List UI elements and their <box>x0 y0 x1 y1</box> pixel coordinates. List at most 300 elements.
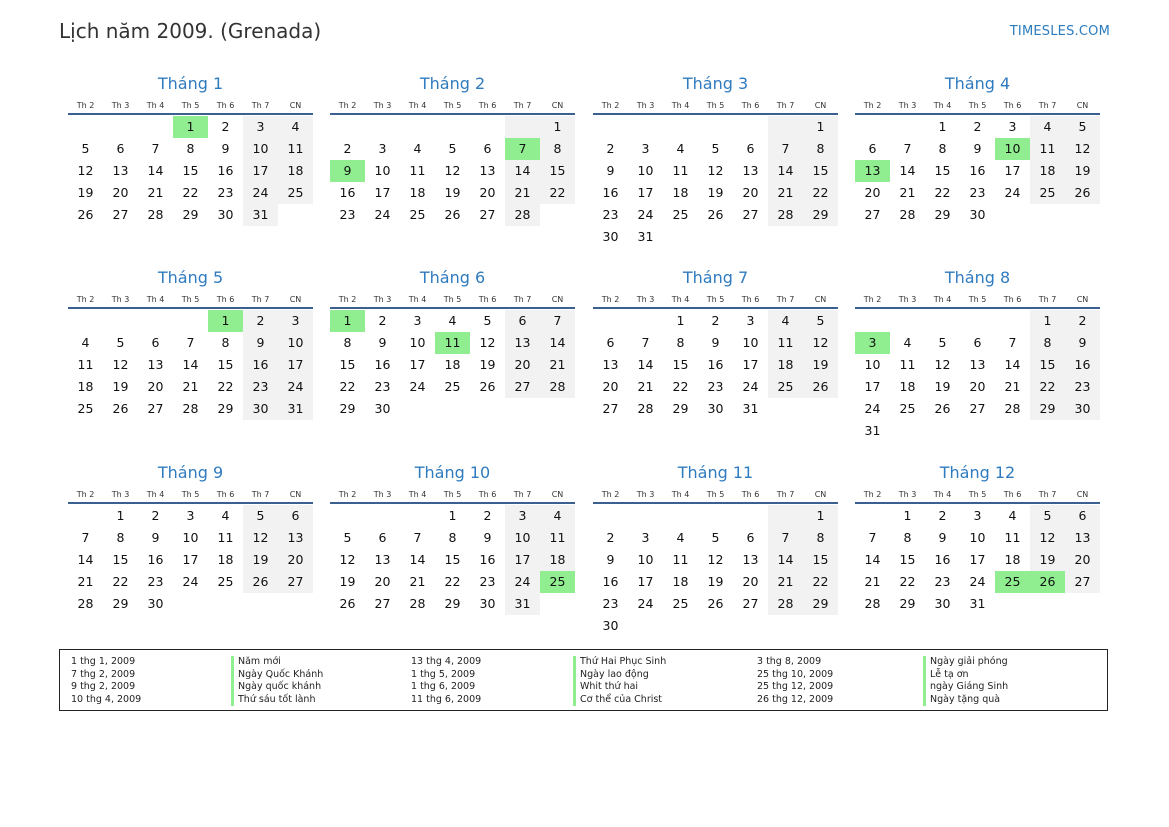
day-cell: 3 <box>1008 119 1017 134</box>
empty-cell <box>103 116 138 138</box>
day-cell: 14 <box>1004 357 1021 372</box>
day-cell: 20 <box>742 185 759 200</box>
weekday-label: Th 7 <box>513 101 532 110</box>
day-cell: 28 <box>409 596 426 611</box>
day-cell: 2 <box>151 508 160 523</box>
day-cell: 9 <box>243 332 278 354</box>
day-cell: 9 <box>1065 332 1100 354</box>
day-cell: 6 <box>973 335 982 350</box>
weekday-label: Th 7 <box>251 101 270 110</box>
day-cell: 18 <box>77 379 94 394</box>
empty-cell <box>68 505 103 527</box>
day-cell: 6 <box>868 141 877 156</box>
empty-cell <box>733 505 768 527</box>
day-cell: 20 <box>278 549 313 571</box>
empty-cell <box>995 420 1030 442</box>
weekday-label: Th 3 <box>111 295 130 304</box>
empty-cell <box>103 310 138 332</box>
weekday-label: Th 6 <box>216 295 235 304</box>
day-cell: 11 <box>672 552 689 567</box>
weekday-label: Th 3 <box>636 295 655 304</box>
day-cell: 6 <box>746 530 755 545</box>
day-cell: 12 <box>1065 138 1100 160</box>
empty-cell <box>803 398 838 420</box>
day-cell: 25 <box>672 207 689 222</box>
day-cell: 31 <box>637 229 654 244</box>
day-cell: 8 <box>116 530 125 545</box>
day-cell: 12 <box>243 527 278 549</box>
day-cell: 14 <box>409 552 426 567</box>
day-cell: 19 <box>1030 549 1065 571</box>
day-cell: 1 <box>803 116 838 138</box>
day-cell: 29 <box>182 207 199 222</box>
empty-cell <box>925 420 960 442</box>
empty-cell <box>733 615 768 637</box>
legend-date: 25 thg 10, 2009 <box>757 668 834 680</box>
day-cell: 24 <box>182 574 199 589</box>
weekday-label: Th 2 <box>601 295 620 304</box>
day-cell: 21 <box>147 185 164 200</box>
month-block <box>68 74 313 226</box>
weekday-label: Th 4 <box>146 295 165 304</box>
day-cell: 17 <box>278 354 313 376</box>
day-cell: 29 <box>112 596 129 611</box>
weekday-label: CN <box>814 490 827 499</box>
holiday-legend <box>59 649 1108 711</box>
day-cell: 7 <box>540 310 575 332</box>
day-cell: 11 <box>435 332 470 354</box>
weekday-label: Th 7 <box>1038 490 1057 499</box>
day-cell: 22 <box>803 182 838 204</box>
day-cell: 24 <box>278 376 313 398</box>
day-cell: 17 <box>864 379 881 394</box>
day-cell: 7 <box>505 138 540 160</box>
day-cell: 27 <box>147 401 164 416</box>
day-cell: 2 <box>973 119 982 134</box>
day-cell: 12 <box>707 552 724 567</box>
day-cell: 8 <box>676 335 685 350</box>
day-cell: 4 <box>903 335 912 350</box>
month-block <box>330 74 575 226</box>
day-cell: 27 <box>479 207 496 222</box>
legend-dates-col-2 <box>411 656 481 706</box>
empty-cell <box>628 505 663 527</box>
day-cell: 22 <box>803 571 838 593</box>
weekday-label: Th 4 <box>671 101 690 110</box>
day-cell: 19 <box>707 574 724 589</box>
day-cell: 31 <box>969 596 986 611</box>
day-cell: 22 <box>672 379 689 394</box>
day-cell: 6 <box>746 141 755 156</box>
legend-holiday-name: Năm mới <box>231 656 323 669</box>
day-cell: 15 <box>1030 354 1065 376</box>
day-cell: 4 <box>413 141 422 156</box>
day-cell: 29 <box>899 596 916 611</box>
legend-names-col-1 <box>231 656 323 706</box>
day-cell: 20 <box>112 185 129 200</box>
day-cell: 10 <box>969 530 986 545</box>
day-cell: 25 <box>995 571 1030 593</box>
weekday-label: CN <box>289 295 302 304</box>
weekday-label: Th 5 <box>706 490 725 499</box>
day-cell: 23 <box>217 185 234 200</box>
day-grid <box>68 116 313 226</box>
weekday-label: Th 6 <box>216 101 235 110</box>
weekday-label: Th 6 <box>1003 101 1022 110</box>
day-cell: 17 <box>637 185 654 200</box>
day-cell: 21 <box>409 574 426 589</box>
day-cell: 19 <box>934 379 951 394</box>
empty-cell <box>768 398 803 420</box>
weekday-label: Th 3 <box>373 490 392 499</box>
day-grid <box>330 310 575 420</box>
day-cell: 14 <box>899 163 916 178</box>
day-grid <box>855 310 1100 442</box>
day-cell: 6 <box>278 505 313 527</box>
day-cell: 11 <box>768 332 803 354</box>
empty-cell <box>470 116 505 138</box>
day-cell: 19 <box>803 354 838 376</box>
legend-names-col-3 <box>923 656 1008 706</box>
day-cell: 6 <box>378 530 387 545</box>
day-cell: 17 <box>637 574 654 589</box>
month-title: Tháng 3 <box>682 74 749 93</box>
day-cell: 30 <box>217 207 234 222</box>
month-block <box>330 268 575 420</box>
empty-cell <box>470 398 505 420</box>
day-cell: 3 <box>378 141 387 156</box>
day-cell: 10 <box>182 530 199 545</box>
day-cell: 28 <box>864 596 881 611</box>
weekday-label: Th 3 <box>111 101 130 110</box>
month-block <box>593 74 838 248</box>
day-cell: 13 <box>374 552 391 567</box>
empty-cell <box>435 116 470 138</box>
day-cell: 26 <box>1065 182 1100 204</box>
day-cell: 15 <box>112 552 129 567</box>
day-cell: 18 <box>899 379 916 394</box>
day-cell: 29 <box>803 204 838 226</box>
day-cell: 25 <box>768 376 803 398</box>
day-cell: 26 <box>1030 571 1065 593</box>
day-cell: 1 <box>116 508 125 523</box>
weekday-label: Th 5 <box>181 101 200 110</box>
empty-cell <box>138 116 173 138</box>
empty-cell <box>330 505 365 527</box>
day-grid <box>593 505 838 637</box>
day-cell: 13 <box>505 332 540 354</box>
day-cell: 23 <box>147 574 164 589</box>
day-cell: 25 <box>540 571 575 593</box>
weekday-label: Th 6 <box>216 490 235 499</box>
day-cell: 1 <box>330 310 365 332</box>
day-cell: 21 <box>899 185 916 200</box>
day-cell: 10 <box>278 332 313 354</box>
day-cell: 29 <box>672 401 689 416</box>
empty-cell <box>803 226 838 248</box>
day-cell: 20 <box>742 574 759 589</box>
day-cell: 21 <box>505 182 540 204</box>
legend-holiday-name: Lễ tạ ơn <box>923 669 1008 682</box>
day-cell: 18 <box>1030 160 1065 182</box>
weekday-label: Th 7 <box>776 490 795 499</box>
empty-cell <box>803 615 838 637</box>
empty-cell <box>995 204 1030 226</box>
day-cell: 14 <box>182 357 199 372</box>
legend-holiday-name: Whit thứ hai <box>573 681 666 694</box>
day-cell: 22 <box>934 185 951 200</box>
day-cell: 24 <box>969 574 986 589</box>
day-cell: 9 <box>151 530 160 545</box>
day-cell: 24 <box>637 596 654 611</box>
day-grid <box>68 505 313 615</box>
empty-cell <box>400 505 435 527</box>
month-block <box>855 463 1100 615</box>
site-link[interactable]: TIMESLES.COM <box>1009 24 1110 39</box>
empty-cell <box>960 310 995 332</box>
day-cell: 14 <box>768 160 803 182</box>
day-cell: 7 <box>768 527 803 549</box>
day-cell: 31 <box>864 423 881 438</box>
empty-cell <box>400 398 435 420</box>
day-cell: 2 <box>221 119 230 134</box>
weekday-label: Th 5 <box>706 295 725 304</box>
legend-dates-col-3 <box>757 656 833 706</box>
day-cell: 4 <box>221 508 230 523</box>
day-cell: 4 <box>1030 116 1065 138</box>
weekday-label: Th 7 <box>1038 101 1057 110</box>
day-cell: 6 <box>483 141 492 156</box>
day-cell: 17 <box>409 357 426 372</box>
month-block <box>593 463 838 637</box>
day-cell: 3 <box>746 313 755 328</box>
weekday-label: CN <box>1076 490 1089 499</box>
day-cell: 25 <box>77 401 94 416</box>
day-cell: 5 <box>448 141 457 156</box>
weekday-label: Th 2 <box>76 490 95 499</box>
empty-cell <box>628 116 663 138</box>
day-cell: 5 <box>483 313 492 328</box>
weekday-label: CN <box>1076 101 1089 110</box>
legend-date: 9 thg 2, 2009 <box>71 681 136 693</box>
day-cell: 25 <box>217 574 234 589</box>
day-cell: 3 <box>413 313 422 328</box>
day-cell: 12 <box>339 552 356 567</box>
day-cell: 26 <box>707 207 724 222</box>
day-cell: 5 <box>1065 116 1100 138</box>
day-cell: 8 <box>803 138 838 160</box>
empty-cell <box>68 310 103 332</box>
day-cell: 5 <box>243 505 278 527</box>
weekday-header <box>68 489 313 504</box>
empty-cell <box>698 615 733 637</box>
day-cell: 18 <box>768 354 803 376</box>
legend-date: 1 thg 5, 2009 <box>411 668 476 680</box>
day-cell: 29 <box>1030 398 1065 420</box>
weekday-label: Th 4 <box>146 101 165 110</box>
day-cell: 21 <box>540 354 575 376</box>
weekday-label: CN <box>814 101 827 110</box>
weekday-label: Th 4 <box>408 101 427 110</box>
day-cell: 16 <box>1065 354 1100 376</box>
day-cell: 24 <box>637 207 654 222</box>
weekday-label: Th 5 <box>181 295 200 304</box>
day-cell: 13 <box>147 357 164 372</box>
day-cell: 24 <box>243 182 278 204</box>
day-cell: 17 <box>182 552 199 567</box>
day-cell: 3 <box>186 508 195 523</box>
day-cell: 29 <box>803 593 838 615</box>
day-cell: 4 <box>768 310 803 332</box>
empty-cell <box>733 226 768 248</box>
day-cell: 18 <box>672 574 689 589</box>
day-cell: 10 <box>742 335 759 350</box>
day-cell: 4 <box>278 116 313 138</box>
day-cell: 26 <box>243 571 278 593</box>
day-cell: 30 <box>374 401 391 416</box>
empty-cell <box>540 593 575 615</box>
weekday-label: CN <box>289 490 302 499</box>
day-cell: 28 <box>77 596 94 611</box>
day-cell: 19 <box>1065 160 1100 182</box>
day-cell: 28 <box>637 401 654 416</box>
day-cell: 13 <box>855 160 890 182</box>
day-cell: 19 <box>77 185 94 200</box>
legend-dates-col-1 <box>71 656 141 706</box>
day-cell: 7 <box>413 530 422 545</box>
day-cell: 25 <box>672 596 689 611</box>
day-cell: 3 <box>243 116 278 138</box>
legend-holiday-name: ngày Giáng Sinh <box>923 681 1008 694</box>
day-cell: 2 <box>378 313 387 328</box>
day-cell: 10 <box>374 163 391 178</box>
empty-cell <box>890 310 925 332</box>
day-cell: 16 <box>339 185 356 200</box>
day-cell: 2 <box>243 310 278 332</box>
day-cell: 27 <box>278 571 313 593</box>
month-title: Tháng 7 <box>682 268 749 287</box>
day-cell: 14 <box>768 549 803 571</box>
empty-cell <box>890 420 925 442</box>
weekday-label: Th 3 <box>111 490 130 499</box>
empty-cell <box>1030 204 1065 226</box>
month-title: Tháng 10 <box>414 463 491 482</box>
day-cell: 12 <box>444 163 461 178</box>
empty-cell <box>628 615 663 637</box>
day-cell: 5 <box>81 141 90 156</box>
legend-date: 1 thg 1, 2009 <box>71 656 136 667</box>
day-cell: 7 <box>151 141 160 156</box>
day-cell: 5 <box>711 141 720 156</box>
day-cell: 19 <box>479 357 496 372</box>
day-cell: 30 <box>243 398 278 420</box>
month-block <box>68 268 313 420</box>
day-cell: 1 <box>448 508 457 523</box>
day-cell: 13 <box>479 163 496 178</box>
weekday-label: Th 3 <box>898 101 917 110</box>
day-cell: 27 <box>1065 571 1100 593</box>
empty-cell <box>855 116 890 138</box>
weekday-label: Th 3 <box>898 490 917 499</box>
day-cell: 13 <box>1065 527 1100 549</box>
legend-date: 3 thg 8, 2009 <box>757 656 822 667</box>
day-cell: 31 <box>278 398 313 420</box>
day-cell: 12 <box>112 357 129 372</box>
legend-holiday-name: Ngày quốc khánh <box>231 681 323 694</box>
weekday-label: Th 6 <box>741 490 760 499</box>
day-cell: 17 <box>374 185 391 200</box>
day-cell: 22 <box>217 379 234 394</box>
day-cell: 15 <box>803 160 838 182</box>
day-cell: 2 <box>483 508 492 523</box>
day-cell: 18 <box>444 357 461 372</box>
day-cell: 1 <box>540 116 575 138</box>
empty-cell <box>243 593 278 615</box>
empty-cell <box>365 505 400 527</box>
empty-cell <box>663 116 698 138</box>
weekday-label: Th 3 <box>373 295 392 304</box>
day-cell: 29 <box>339 401 356 416</box>
day-cell: 21 <box>864 574 881 589</box>
weekday-label: CN <box>551 490 564 499</box>
day-cell: 3 <box>641 530 650 545</box>
weekday-label: Th 3 <box>898 295 917 304</box>
empty-cell <box>733 116 768 138</box>
day-cell: 20 <box>864 185 881 200</box>
empty-cell <box>505 116 540 138</box>
legend-holiday-name: Ngày tặng quà <box>923 694 1008 707</box>
legend-date: 11 thg 6, 2009 <box>411 693 482 705</box>
day-cell: 26 <box>444 207 461 222</box>
legend-holiday-name: Cơ thể của Christ <box>573 694 666 707</box>
day-cell: 5 <box>116 335 125 350</box>
empty-cell <box>855 505 890 527</box>
day-cell: 30 <box>934 596 951 611</box>
day-cell: 23 <box>602 207 619 222</box>
empty-cell <box>628 310 663 332</box>
day-cell: 9 <box>973 141 982 156</box>
day-cell: 5 <box>343 530 352 545</box>
day-cell: 9 <box>606 163 615 178</box>
weekday-label: CN <box>289 101 302 110</box>
month-title: Tháng 1 <box>157 74 224 93</box>
day-cell: 21 <box>768 571 803 593</box>
legend-holiday-name: Ngày giải phóng <box>923 656 1008 669</box>
weekday-label: Th 2 <box>338 295 357 304</box>
day-cell: 28 <box>505 204 540 226</box>
day-cell: 20 <box>374 574 391 589</box>
day-cell: 3 <box>973 508 982 523</box>
day-cell: 27 <box>742 207 759 222</box>
weekday-label: Th 5 <box>181 490 200 499</box>
day-cell: 14 <box>77 552 94 567</box>
weekday-label: Th 3 <box>636 490 655 499</box>
day-cell: 15 <box>899 552 916 567</box>
day-cell: 11 <box>1030 138 1065 160</box>
weekday-label: Th 7 <box>513 295 532 304</box>
day-cell: 14 <box>864 552 881 567</box>
day-cell: 30 <box>707 401 724 416</box>
day-cell: 17 <box>243 160 278 182</box>
day-cell: 23 <box>479 574 496 589</box>
legend-date: 13 thg 4, 2009 <box>411 656 482 667</box>
day-cell: 9 <box>938 530 947 545</box>
day-cell: 1 <box>903 508 912 523</box>
weekday-label: Th 3 <box>636 101 655 110</box>
empty-cell <box>138 310 173 332</box>
day-cell: 28 <box>182 401 199 416</box>
day-cell: 10 <box>505 527 540 549</box>
